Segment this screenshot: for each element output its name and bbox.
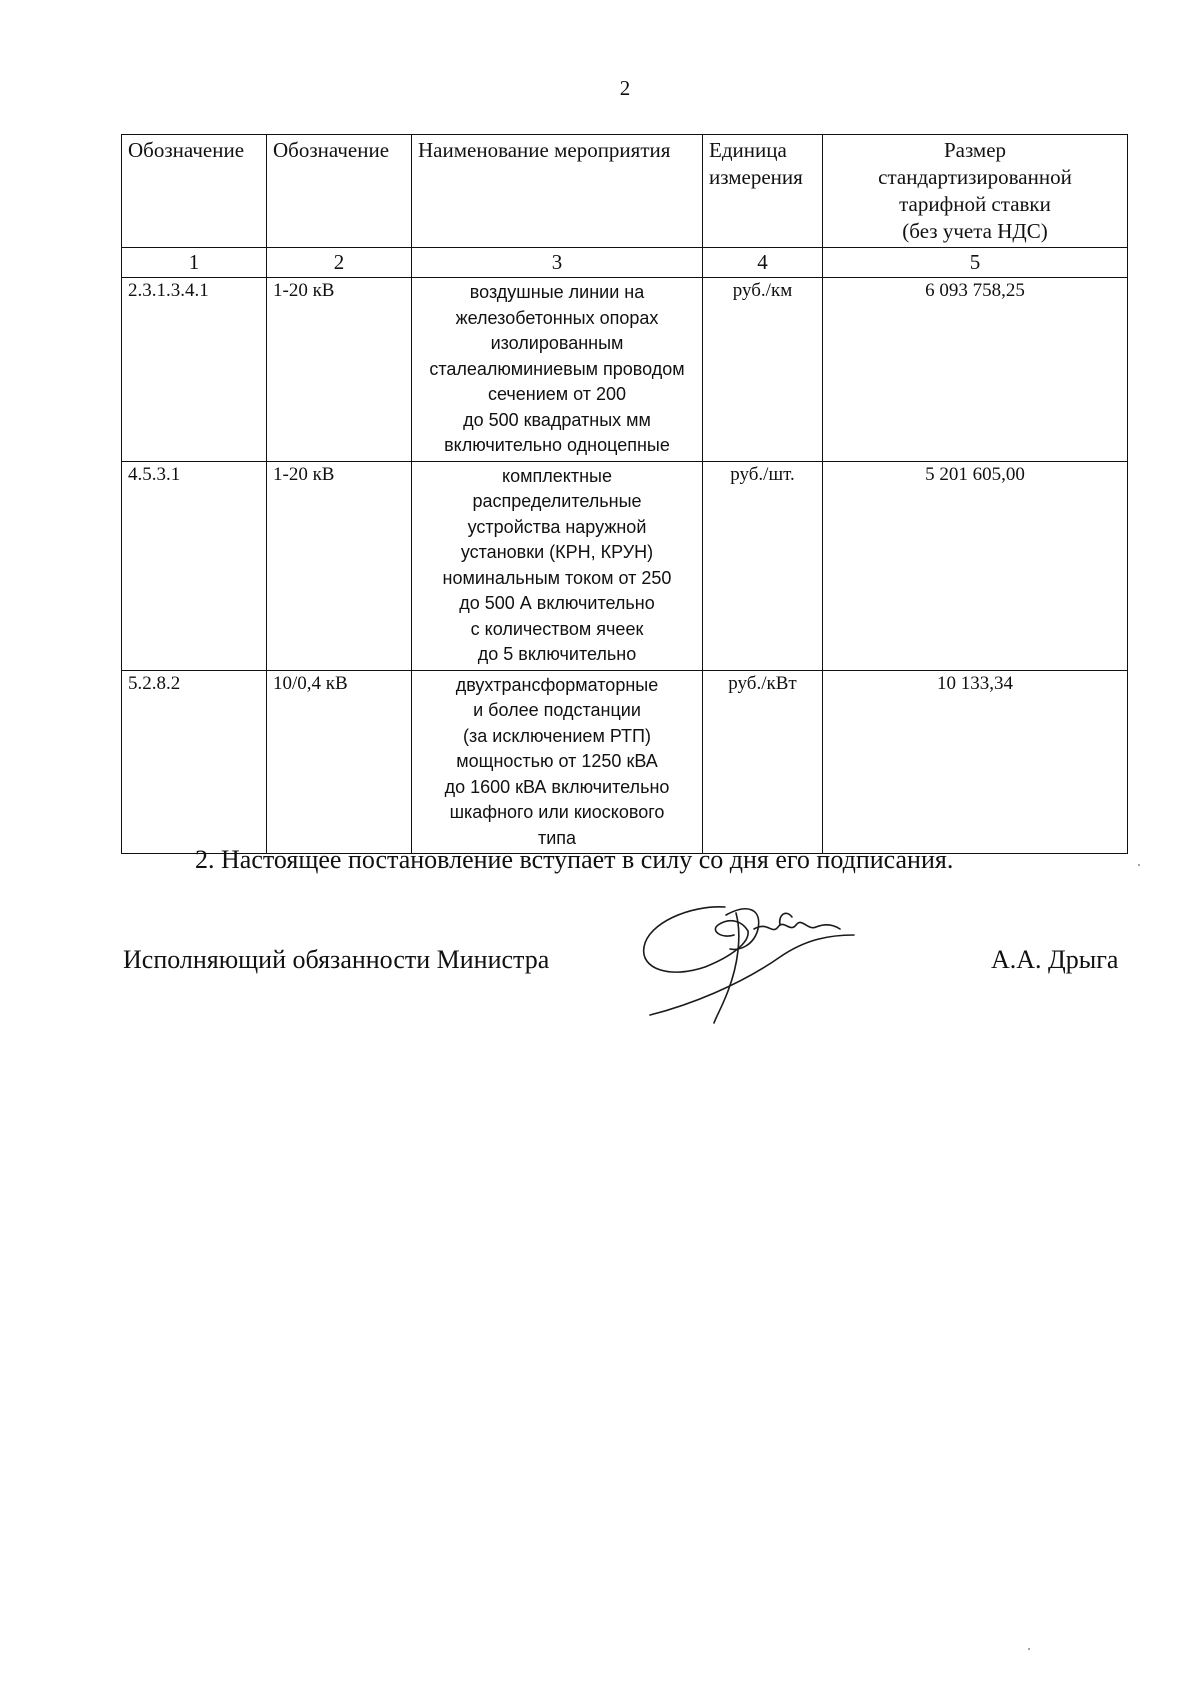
table-row: [122, 670, 1128, 854]
table-header-row: [122, 135, 1128, 248]
name-line: шкафного или киоскового: [449, 802, 665, 822]
header-designation-2: Обозначение: [267, 135, 412, 248]
row-code: 2.3.1.3.4.1: [122, 278, 267, 462]
name-line: номинальным током от 250: [442, 567, 672, 588]
column-number: 2: [267, 248, 412, 278]
name-line: включительно одноцепные: [444, 435, 670, 455]
signer-name: А.А. Дрыга: [991, 945, 1119, 974]
name-line: типа: [537, 827, 577, 848]
row-unit: руб./шт.: [703, 461, 823, 670]
row-rate: 6 093 758,25: [823, 278, 1128, 462]
column-number: 1: [122, 248, 267, 278]
name-line: до 1600 кВА включительно: [444, 776, 670, 797]
row-code: 5.2.8.2: [122, 670, 267, 854]
scan-speck: [1028, 1648, 1030, 1650]
header-unit: [703, 135, 823, 248]
header-measure-name: Наименование мероприятия: [412, 135, 703, 248]
row-voltage: 10/0,4 кВ: [267, 670, 412, 854]
effective-clause: 2. Настоящее постановление вступает в силу со дня его подписания.: [195, 845, 954, 874]
name-line: сталеалюминиевым проводом: [429, 358, 685, 379]
row-code: 4.5.3.1: [122, 461, 267, 670]
name-line: изолированным: [490, 333, 624, 353]
page-number: 2: [619, 76, 631, 100]
name-line: мощностью от 1250 кВА: [456, 751, 658, 771]
row-measure-name: [412, 278, 703, 462]
table-row: [122, 461, 1128, 670]
name-line: комплектные: [502, 465, 612, 486]
row-rate: 10 133,34: [823, 670, 1128, 854]
name-line: (за исключением РТП): [463, 725, 651, 746]
name-line: до 500 А включительно: [459, 593, 655, 613]
row-unit: руб./км: [703, 278, 823, 462]
column-number: 3: [412, 248, 703, 278]
name-line: с количеством ячеек: [470, 618, 644, 639]
row-voltage: 1-20 кВ: [267, 461, 412, 670]
header-rate-line: стандартизированной: [878, 165, 1072, 189]
row-measure-name: [412, 670, 703, 854]
name-line: установки (КРН, КРУН): [460, 542, 654, 562]
table-row: [122, 278, 1128, 462]
scan-speck: [1138, 864, 1140, 866]
row-unit: руб./кВт: [703, 670, 823, 854]
signer-title: Исполняющий обязанности Министра: [123, 945, 550, 974]
column-number: 5: [823, 248, 1128, 278]
name-line: до 5 включительно: [477, 644, 637, 664]
header-unit-line: Единица: [709, 138, 787, 162]
header-unit-line: измерения: [709, 165, 803, 189]
header-rate-line: тарифной ставки: [899, 192, 1051, 216]
handwritten-signature: [630, 895, 900, 1025]
name-line: устройства наружной: [467, 516, 647, 537]
header-rate-line: Размер: [943, 138, 1007, 162]
name-line: двухтрансформаторные: [455, 674, 659, 695]
row-voltage: 1-20 кВ: [267, 278, 412, 462]
name-line: распределительные: [472, 491, 642, 511]
name-line: сечением от 200: [487, 384, 627, 404]
header-rate: [823, 135, 1128, 248]
header-designation-1: Обозначение: [122, 135, 267, 248]
name-line: и более подстанции: [473, 700, 641, 720]
row-measure-name: [412, 461, 703, 670]
name-line: железобетонных опорах: [455, 307, 659, 328]
name-line: воздушные линии на: [469, 282, 645, 302]
column-number-row: [122, 248, 1128, 278]
header-rate-line: (без учета НДС): [902, 219, 1048, 243]
column-number: 4: [703, 248, 823, 278]
tariff-table: [121, 134, 1128, 854]
name-line: до 500 квадратных мм: [463, 409, 651, 430]
row-rate: 5 201 605,00: [823, 461, 1128, 670]
